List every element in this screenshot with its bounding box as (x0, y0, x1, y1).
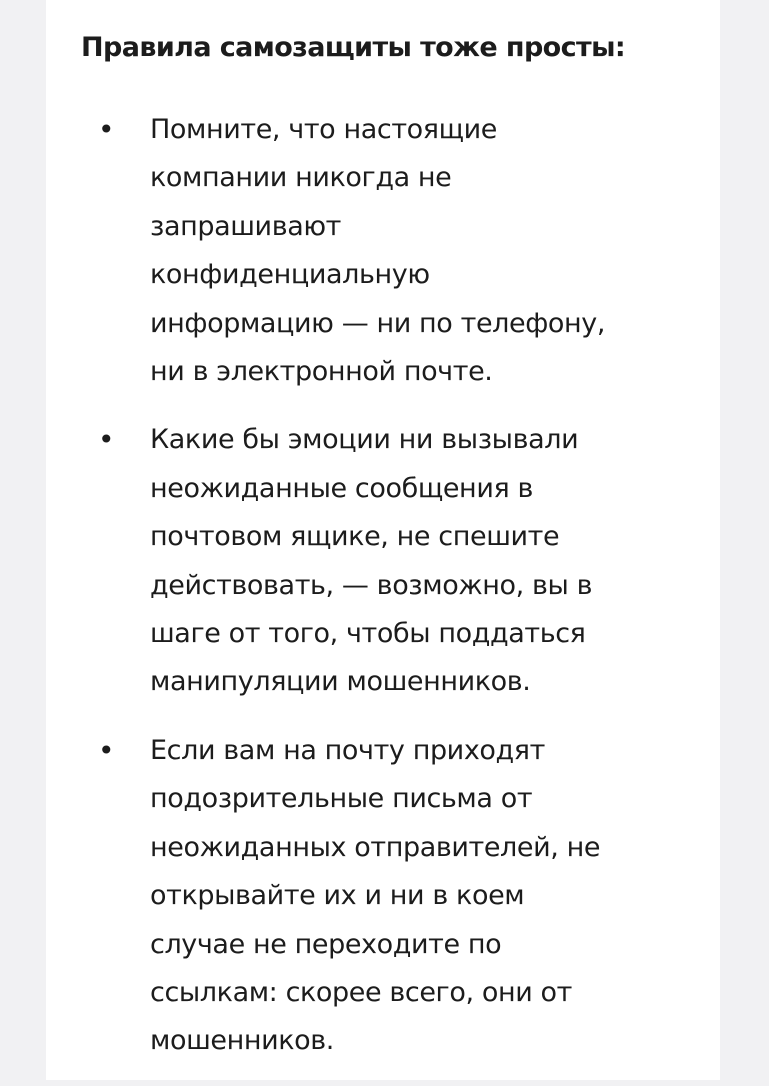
rules-list (46, 106, 720, 1086)
bullet-icon: • (98, 423, 115, 457)
list-item (46, 416, 720, 706)
bullet-icon: • (98, 733, 115, 767)
list-item-text: Помните, что настоящие компании никогда не запрашивают конфиденциальную информацию — ни по телефону, ни в электронной почте. (150, 114, 606, 388)
list-item (46, 727, 720, 1066)
article-card (46, 0, 720, 1080)
list-item (46, 106, 720, 396)
section-heading: Правила самозащиты тоже просты: (81, 32, 626, 63)
list-item-text: Если вам на почту приходят подозрительные письма от неожиданных отправителей, не открывайте их и ни в коем случае не переходите по ссылкам: скорее всего, они от мошенников. (150, 734, 601, 1057)
bullet-icon: • (98, 113, 115, 146)
list-item-text: Какие бы эмоции ни вызывали неожиданные сообщения в почтовом ящике, не спешите действовать, — возможно, вы в шаге от того, чтобы поддаться манипуляции мошенников. (150, 424, 593, 698)
